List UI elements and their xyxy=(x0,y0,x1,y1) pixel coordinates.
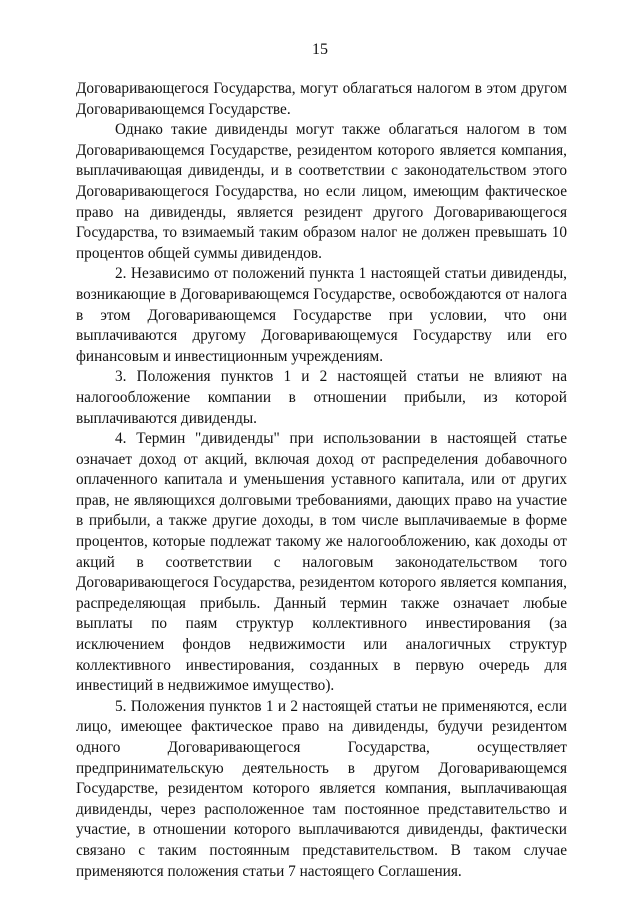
document-body xyxy=(76,79,567,882)
paragraph-clause-5: 5. Положения пунктов 1 и 2 настоящей статьи не применяются, если лицо, имеющее фактическое право на дивиденды, будучи резидентом одного Договаривающегося Государства, осуществляет предпринимательскую деятельность в другом Договаривающемся Государстве, резидентом которого является компания, выплачивающая дивиденды, через расположенное там постоянное представительство и участие, в отношении которого выплачиваются дивиденды, фактически связано с таким постоянным представительством. В таком случае применяются положения статьи 7 настоящего Соглашения. xyxy=(76,697,567,880)
paragraph: Однако такие дивиденды могут также облагаться налогом в том Договаривающемся Государстве, резидентом которого является компания, выплачивающая дивиденды, и в соответствии с законодательством этого Договаривающегося Государства, но если лицом, имеющим фактическое право на дивиденды, является резидент другого Договаривающегося Государства, то взимаемый таким образом налог не должен превышать 10 процентов общей суммы дивидендов. xyxy=(76,121,567,262)
page-number: 15 xyxy=(312,41,328,58)
paragraph-clause-2: 2. Независимо от положений пункта 1 настоящей статьи дивиденды, возникающие в Договаривающемся Государстве, освобождаются от налога в этом Договаривающемся Государстве при условии, что они выплачиваются другому Договаривающемуся Государству или его финансовым и инвестиционным учреждениям. xyxy=(76,265,567,365)
paragraph-clause-4: 4. Термин "дивиденды" при использовании в настоящей статье означает доход от акций, включая доход от распределения добавочного оплаченного капитала и уменьшения уставного капитала, или от других прав, не являющихся долговыми требованиями, дающих право на участие в прибыли, а также другие доходы, в том числе выплачиваемые в форме процентов, которые подлежат такому же налогообложению, как доходы от акций в соответствии с налоговым законодательством того Договаривающегося Государства, резидентом которого является компания, распределяющая прибыль. Данный термин также означает любые выплаты по паям структур коллективного инвестирования (за исключением фондов недвижимости или аналогичных структур коллективного инвестирования, созданных в первую очередь для инвестиций в недвижимое имущество). xyxy=(76,430,567,695)
paragraph-clause-3: 3. Положения пунктов 1 и 2 настоящей статьи не влияют на налогообложение компании в отношении прибыли, из которой выплачиваются дивиденды. xyxy=(76,368,567,427)
paragraph-continuation: Договаривающегося Государства, могут облагаться налогом в этом другом Договаривающемся Государстве. xyxy=(76,80,567,118)
